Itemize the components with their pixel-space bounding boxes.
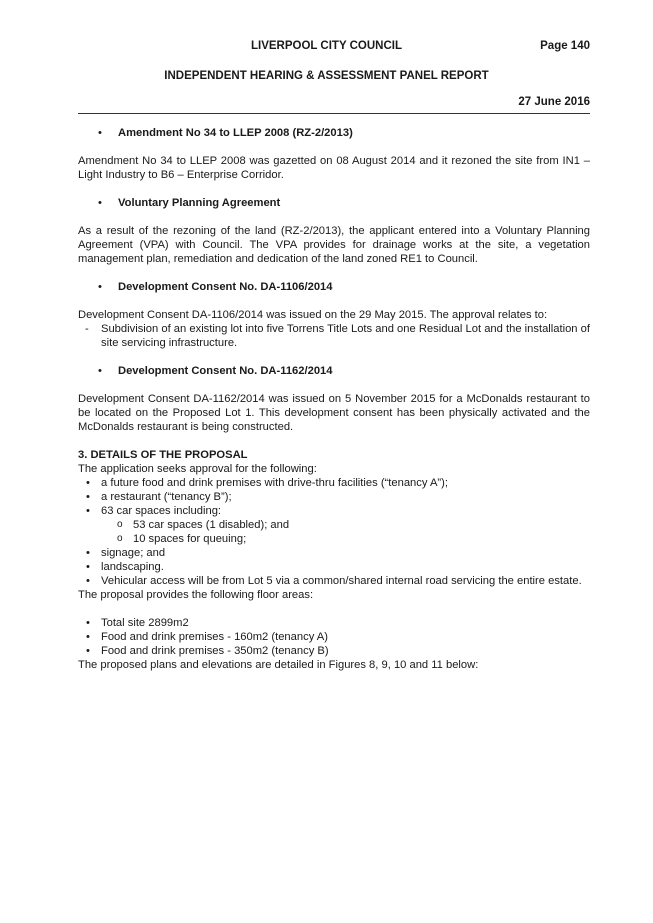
bullet-icon: • [86,477,90,489]
list-item-text: a restaurant (“tenancy B”); [101,491,232,503]
page-number: Page 140 [540,40,590,52]
bullet-icon: • [86,505,90,517]
bullet-icon: • [98,197,102,209]
header-divider [78,113,590,114]
circle-bullet-icon: o [117,519,123,530]
bullet-icon: • [86,491,90,503]
floor-area-intro: The proposal provides the following floor areas: [78,589,314,601]
dash-icon: - [85,323,89,335]
vpa-heading [78,196,590,210]
list-item-text: Vehicular access will be from Lot 5 via a common/shared internal road servicing the entire estate. [101,575,582,587]
amendment-heading [78,126,590,140]
sub-list-item-text: 53 car spaces (1 disabled); and [133,519,290,531]
list-item [78,616,590,630]
list-item [78,630,590,644]
da1162-heading-text: Development Consent No. DA-1162/2014 [118,365,333,377]
list-item [78,560,590,574]
list-item [78,490,590,504]
proposal-heading: 3. DETAILS OF THE PROPOSAL [78,449,248,461]
bullet-icon: • [86,645,90,657]
list-item-text: a future food and drink premises with drive-thru facilities (“tenancy A”); [101,477,448,489]
da1106-heading [78,280,590,294]
list-item-text: Food and drink premises - 160m2 (tenancy A) [101,631,328,643]
vpa-heading-text: Voluntary Planning Agreement [118,197,281,209]
sub-list-item [78,518,590,532]
da1106-dash-text: Subdivision of an existing lot into five Torrens Title Lots and one Residual Lot and the installation of site servicing infrastructure. [101,323,590,349]
floor-area-list [78,616,590,658]
list-item-text: landscaping. [101,561,164,573]
list-item [78,476,590,490]
sub-list-item [78,532,590,546]
list-item [78,644,590,658]
bullet-icon: • [98,365,102,377]
list-item-text: 63 car spaces including: [101,505,222,517]
bullet-icon: • [86,617,90,629]
list-item-text: Total site 2899m2 [101,617,189,629]
da1106-heading-text: Development Consent No. DA-1106/2014 [118,281,333,293]
list-item-text: Food and drink premises - 350m2 (tenancy B) [101,645,329,657]
bullet-icon: • [98,127,102,139]
list-item-text: signage; and [101,547,166,559]
bullet-icon: • [86,561,90,573]
proposal-list [78,476,590,588]
da1162-paragraph: Development Consent DA-1162/2014 was issued on 5 November 2015 for a McDonalds restaurant to be located on the Proposed Lot 1. This development consent has been physically activated and the McDonalds restaurant is being constructed. [78,393,590,433]
da1162-heading [78,364,590,378]
da1106-paragraph: Development Consent DA-1106/2014 was issued on the 29 May 2015. The approval relates to: [78,309,548,321]
list-item [78,574,590,588]
plans-closing-paragraph: The proposed plans and elevations are detailed in Figures 8, 9, 10 and 11 below: [78,659,479,671]
proposal-intro: The application seeks approval for the following: [78,463,317,475]
report-date: 27 June 2016 [518,96,590,108]
list-item [78,504,590,546]
sub-list-item-text: 10 spaces for queuing; [133,533,247,545]
sub-list [78,518,590,546]
da1106-dash-item [78,322,590,350]
document-body [78,126,590,672]
amendment-heading-text: Amendment No 34 to LLEP 2008 (RZ-2/2013) [118,127,353,139]
bullet-icon: • [86,547,90,559]
circle-bullet-icon: o [117,533,123,544]
bullet-icon: • [86,575,90,587]
amendment-paragraph: Amendment No 34 to LLEP 2008 was gazetted on 08 August 2014 and it rezoned the site from IN1 – Light Industry to B6 – Enterprise Corridor. [78,155,590,181]
vpa-paragraph: As a result of the rezoning of the land (RZ-2/2013), the applicant entered into a Voluntary Planning Agreement (VPA) with Council. The VPA provides for drainage works at the site, a vegetation management plan, remediation and dedication of the land zoned RE1 to Council. [78,225,590,265]
council-name: LIVERPOOL CITY COUNCIL [250,40,402,52]
bullet-icon: • [98,281,102,293]
list-item [78,546,590,560]
report-title: INDEPENDENT HEARING & ASSESSMENT PANEL REPORT [164,70,489,82]
bullet-icon: • [86,631,90,643]
